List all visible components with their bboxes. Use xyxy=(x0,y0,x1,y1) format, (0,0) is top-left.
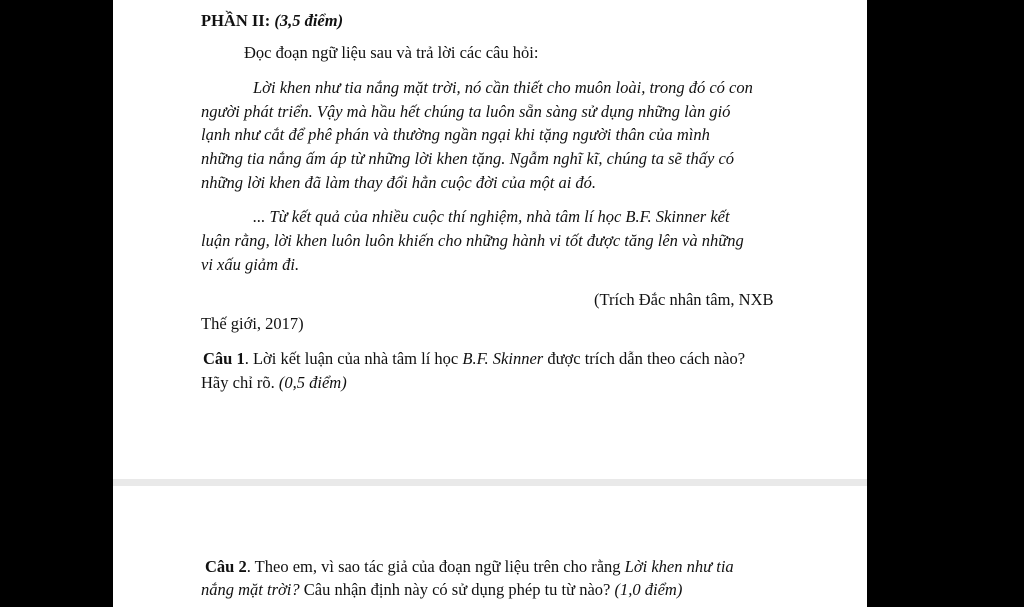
question-2-line-2: nắng mặt trời? Câu nhận định này có sử dụng phép tu từ nào? (1,0 điểm) xyxy=(201,580,683,599)
passage-line: những lời khen đã làm thay đổi hẳn cuộc đời của một ai đó. xyxy=(201,173,597,192)
passage-line: Lời khen như tia nắng mặt trời, nó cần thiết cho muôn loài, trong đó có con xyxy=(253,78,753,97)
question-1-line-2: Hãy chỉ rõ. (0,5 điểm) xyxy=(201,373,347,392)
question-2-points: (1,0 điểm) xyxy=(614,580,683,599)
document-page-2 xyxy=(113,486,867,607)
passage-line: lạnh như cắt để phê phán và thường ngần ngại khi tặng người thân của mình xyxy=(201,125,710,144)
question-2-label: Câu 2 xyxy=(205,557,247,576)
passage-line: người phát triển. Vậy mà hầu hết chúng ta luôn sẵn sàng sử dụng những làn gió xyxy=(201,102,731,121)
section-points: (3,5 điểm) xyxy=(274,11,344,30)
question-1-points: (0,5 điểm) xyxy=(278,373,347,392)
question-2: Câu 2. Theo em, vì sao tác giả của đoạn ngữ liệu trên cho rằng Lời khen như tia xyxy=(205,557,734,576)
page-separator xyxy=(113,479,867,486)
instruction-text: Đọc đoạn ngữ liệu sau và trả lời các câu hỏi: xyxy=(244,43,539,62)
passage-line: những tia nắng ấm áp từ những lời khen tặng. Ngẫm nghĩ kĩ, chúng ta sẽ thấy có xyxy=(201,149,735,168)
citation-line-2: Thế giới, 2017) xyxy=(201,314,304,333)
cut-off-top-text xyxy=(201,0,821,4)
document-page-1 xyxy=(113,0,867,479)
question-1-label: Câu 1 xyxy=(203,349,245,368)
section-heading xyxy=(201,13,343,30)
citation-line-1: (Trích Đắc nhân tâm, NXB xyxy=(594,290,774,309)
passage2-line: vi xấu giảm đi. xyxy=(201,255,300,274)
passage2-line: ... Từ kết quả của nhiều cuộc thí nghiệm, nhà tâm lí học B.F. Skinner kết xyxy=(253,207,730,226)
section-label: PHẦN II: xyxy=(201,11,271,30)
question-1: Câu 1. Lời kết luận của nhà tâm lí học B.F. Skinner được trích dẫn theo cách nào? xyxy=(203,349,746,368)
cut-off-bottom-text xyxy=(201,602,821,607)
passage2-line: luận rằng, lời khen luôn luôn khiến cho những hành vi tốt được tăng lên và những xyxy=(201,231,744,250)
